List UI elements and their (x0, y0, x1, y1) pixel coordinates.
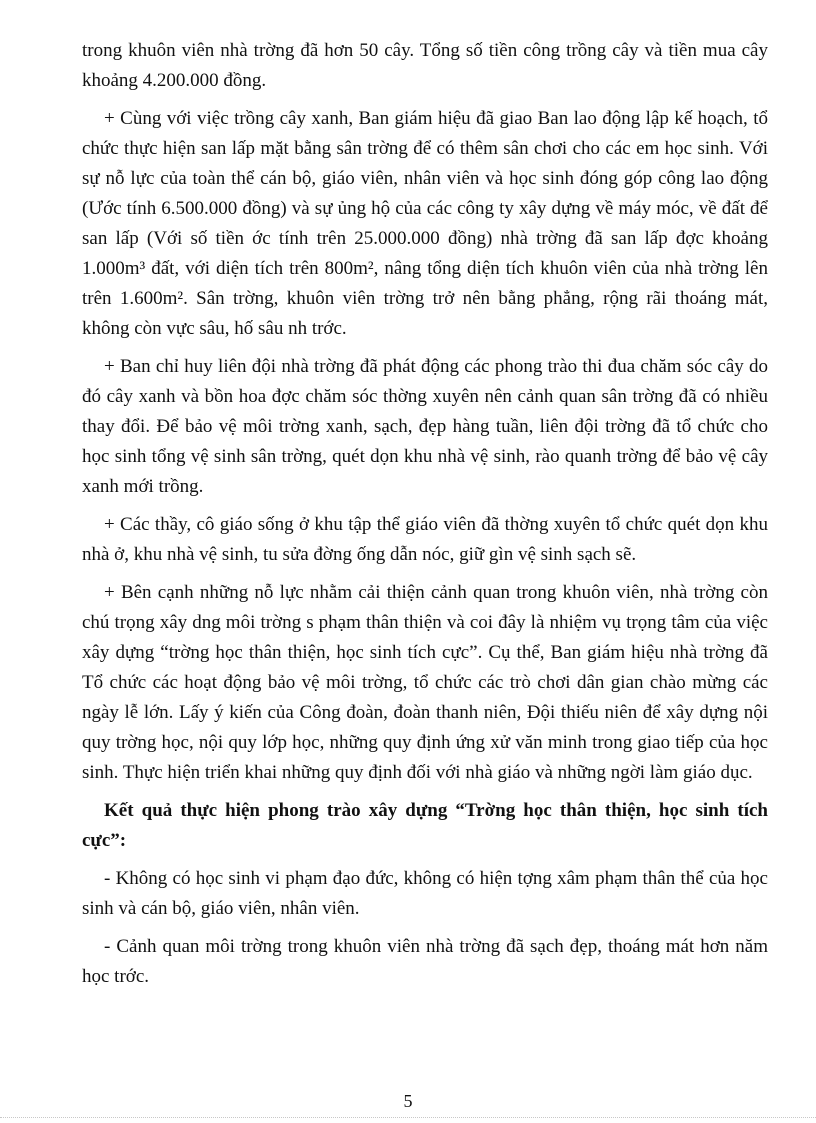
paragraph-continuation: trong khuôn viên nhà trờng đã hơn 50 cây. Tổng số tiền công trồng cây và tiền mua cây khoảng 4.200.000 đồng. (82, 40, 768, 91)
result-item-discipline: - Không có học sinh vi phạm đạo đức, không có hiện tợng xâm phạm thân thể của học sinh và cán bộ, giáo viên, nhân viên. (82, 868, 768, 919)
results-heading: Kết quả thực hiện phong trào xây dựng “Trờng học thân thiện, học sinh tích cực”: (82, 800, 768, 851)
result-item-landscape: - Cảnh quan môi trờng trong khuôn viên nhà trờng đã sạch đẹp, thoáng mát hơn năm học trớc. (82, 936, 768, 987)
page-number: 5 (403, 1091, 413, 1111)
paragraph-teachers-cleaning: + Các thầy, cô giáo sống ở khu tập thể giáo viên đã thờng xuyên tổ chức quét dọn khu nhà ở, khu nhà vệ sinh, tu sửa đờng ống dẫn nóc, giữ gìn vệ sinh sạch sẽ. (82, 514, 768, 565)
paragraph-friendly-environment: + Bên cạnh những nỗ lực nhằm cải thiện cảnh quan trong khuôn viên, nhà trờng còn chú trọng xây dng môi trờng s phạm thân thiện và coi đây là nhiệm vụ trọng tâm của việc xây dựng “trờng học thân thiện, học sinh tích cực”. Cụ thể, Ban giám hiệu nhà trờng đã Tổ chức các hoạt động bảo vệ môi trờng, tổ chức các trò chơi dân gian chào mừng các ngày lễ lớn. Lấy ý kiến của Công đoàn, đoàn thanh niên, Đội thiếu niên để xây dựng nội quy trờng học, nội quy lớp học, những quy định ứng xử văn minh trong giao tiếp của học sinh. Thực hiện triển khai những quy định đối với nhà giáo và những ngời làm giáo dục. (82, 582, 768, 783)
page-bottom-divider (0, 1117, 816, 1118)
document-body (82, 36, 768, 1000)
paragraph-site-leveling: + Cùng với việc trồng cây xanh, Ban giám hiệu đã giao Ban lao động lập kế hoạch, tổ chức thực hiện san lấp mặt bằng sân trờng để có thêm sân chơi cho các em học sinh. Với sự nỗ lực của toàn thể cán bộ, giáo viên, nhân viên và học sinh đóng góp công lao động (Ước tính 6.500.000 đồng) và sự ủng hộ của các công ty xây dựng về máy móc, về đất để san lấp (Với số tiền ớc tính trên 25.000.000 đồng) nhà trờng đã san lấp đợc khoảng 1.000m³ đất, với diện tích trên 800m², nâng tổng diện tích khuôn viên của nhà trờng lên trên 1.600m². Sân trờng, khuôn viên trờng trở nên bằng phẳng, rộng rãi thoáng mát, không còn vực sâu, hố sâu nh trớc. (82, 108, 768, 339)
paragraph-team-emulation: + Ban chỉ huy liên đội nhà trờng đã phát động các phong trào thi đua chăm sóc cây do đó cây xanh và bồn hoa đợc chăm sóc thờng xuyên nên cảnh quan sân trờng đã có nhiều thay đổi. Để bảo vệ môi trờng xanh, sạch, đẹp hàng tuần, liên đội trờng đã tổ chức cho học sinh tổng vệ sinh sân trờng, quét dọn khu nhà vệ sinh, rào quanh trờng để bảo vệ cây xanh mới trồng. (82, 356, 768, 497)
